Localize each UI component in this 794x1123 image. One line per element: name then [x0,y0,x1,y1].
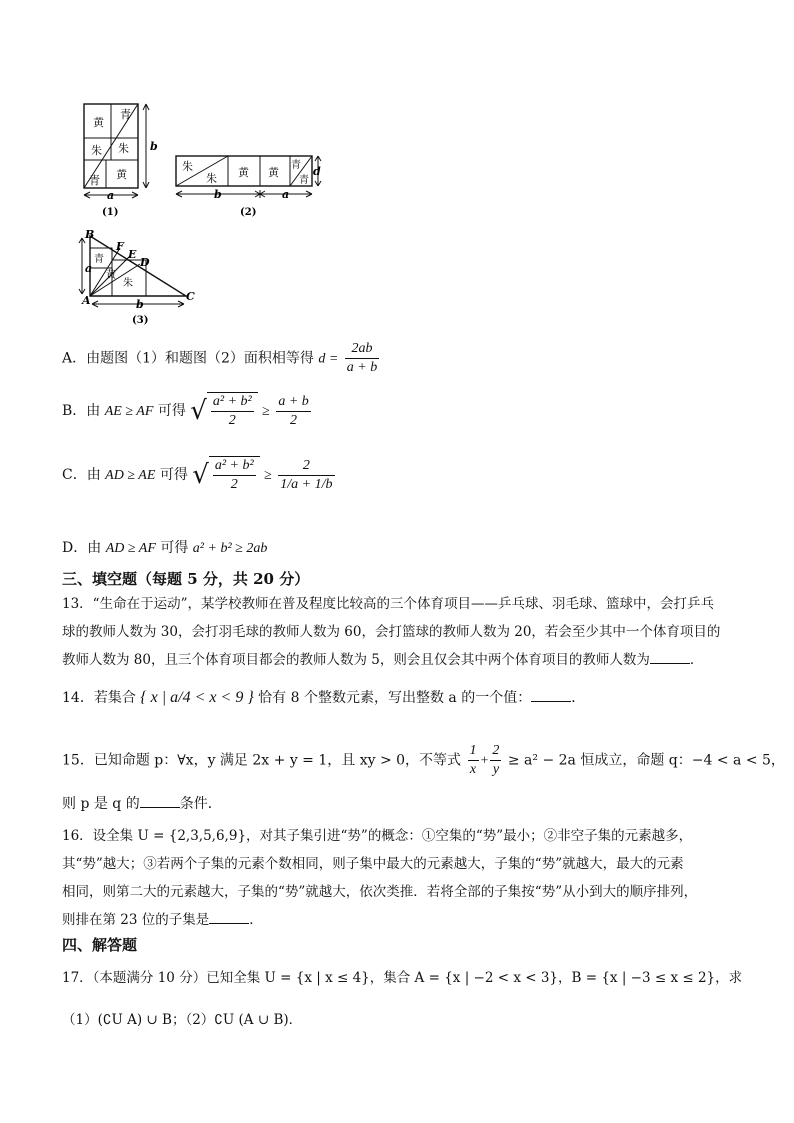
q15-line-2: 则 p 是 q 的 条件． [62,790,222,818]
option-c [62,456,337,494]
option-c-sqrt-fraction [213,457,256,494]
fig1-label: 朱 [118,142,129,155]
fig1-label: 青 [89,174,100,187]
q14-prefix: 14．若集合 [62,690,136,706]
fig3-label: 青 [94,254,104,265]
question-13 [62,590,720,674]
q16-line: 相同，则第二大的元素越大，子集的“势”就越大，依次类推．若将全部的子集按“势”从小到大的顺序排列， [62,884,698,900]
q15-text: 15．已知命题 p：∀x，y 满足 2x + y = 1，且 xy > 0，不等式 [62,752,462,769]
option-a-fraction [345,340,379,377]
q15-fraction-1: $\frac{1}{x}$ [469,743,477,777]
fig1-side-b: b [150,140,158,153]
fig3-label: 黄 [106,270,116,281]
option-b-sq-den: 2 [228,413,236,428]
fig3-side-a: a [85,262,93,275]
figure-3 [78,228,198,328]
sqrt-symbol: √ [190,396,207,426]
option-c-fraction [278,457,334,494]
fig2-label: 青 [299,175,309,186]
option-c-den: 1/a + 1/b [280,476,333,492]
section-3-title: 三、填空题（每题 5 分，共 20 分） [62,570,310,588]
option-b-text: B．由 [62,403,101,419]
figure-2 [172,152,328,220]
q13-line: 球的教师人数为 30，会打羽毛球的教师人数为 60，会打篮球的教师人数为 20，若会至少其中一个体育项目的 [62,624,721,640]
option-a-num: 2ab [345,340,379,359]
fig2-side-a: a [282,188,290,201]
option-d-result: a² + b² ≥ 2ab [192,541,268,556]
fig1-label: 朱 [91,144,102,157]
fig2-side-b: b [214,188,222,201]
option-b-relation: ≥ [262,404,270,419]
option-b-fraction [276,393,310,430]
q14-suffix: 恰有 8 个整数元素，写出整数 a 的一个值： [258,690,532,706]
fig1-caption: (1) [102,207,119,218]
option-d-text: D．由 [62,540,102,556]
option-b-num: a + b [276,393,310,412]
q16-line: 16．设全集 U = {2,3,5,6,9}，对其子集引进“势”的概念：①空集的“势”最小；②非空子集的元素越多， [62,828,693,844]
option-d-condition: AD ≥ AF [105,541,156,556]
question-14 [62,684,585,712]
q15-fraction-2: $\frac{2}{y}$ [492,743,500,777]
option-c-condition: AD ≥ AE [105,468,156,483]
fig2-caption: (2) [240,207,257,218]
option-b-mid: 可得 [157,403,186,419]
fig3-side-b: b [136,298,144,311]
option-c-relation: ≥ [264,468,272,483]
fig3-point: E [128,248,137,261]
section-4-title: 四、解答题 [62,936,138,954]
fig2-side-d: d [313,165,321,178]
q13-line: 13．“生命在于运动”，某学校教师在普及程度比较高的三个体育项目——乒乓球、羽毛球、篮球中，会打乒乓 [62,596,714,612]
fig2-label: 青 [291,160,301,171]
answer-blank [650,649,690,664]
fig2-label: 朱 [206,172,217,185]
option-a [62,340,381,377]
q16-line: 其“势”越大；③若两个子集的元素个数相同，则子集中最大的元素越大，子集的“势”就越大，最大的元素 [62,856,684,872]
fig1-label: 青 [120,108,131,121]
figure-1 [76,98,166,222]
option-a-den: a + b [346,360,378,375]
fig1-label: 黄 [93,116,104,129]
option-d [62,534,267,563]
q15-text-2: ≥ a² − 2a 恒成立，命题 q：−4 < a < 5， [507,752,785,769]
question-15 [62,742,785,779]
answer-blank [140,793,180,808]
fig3-label: 朱 [123,278,133,289]
q14-end: ． [571,690,586,706]
question-16 [62,822,697,934]
option-a-text: A．由题图（1）和题图（2）面积相等得 [62,350,314,367]
fig3-point: F [116,240,124,253]
fig2-label: 朱 [182,160,193,173]
option-b-sq-num: a² + b² [211,393,254,412]
fig3-point: D [140,256,150,269]
q15-plus: + [480,753,489,769]
answer-blank [531,687,571,702]
fig3-point: C [186,290,195,303]
q17-line: （1）(∁U A) ∪ B；（2）∁U (A ∪ B)． [62,1012,303,1028]
question-17 [62,964,742,1034]
answer-blank [209,909,249,924]
option-b-sqrt-fraction [211,393,254,430]
sqrt-symbol: √ [192,460,209,490]
fig3-caption: (3) [132,315,149,326]
fig2-label: 黄 [238,166,249,179]
option-c-num: 2 [278,457,334,476]
q17-line: 17．（本题满分 10 分）已知全集 U = {x | x ≤ 4}，集合 A = {x | −2 < x < 3}，B = {x | −3 ≤ x ≤ 2}，求 [62,970,743,986]
fig1-side-a: a [107,189,115,202]
option-d-mid: 可得 [160,540,189,556]
option-c-mid: 可得 [159,467,188,483]
option-c-sq-num: a² + b² [213,457,256,476]
q13-line-3: 教师人数为 80，且三个体育项目都会的教师人数为 5，则会且仅会其中两个体育项目的教师人数为 ． [62,646,720,674]
q16-line-4: 则排在第 23 位的子集是 ． [62,906,697,934]
fig2-label: 黄 [268,166,279,179]
option-b-condition: AE ≥ AF [104,404,154,419]
fig3-point: B [85,228,95,241]
option-c-sq-den: 2 [230,477,238,492]
option-b [62,392,313,430]
fig3-point: A [82,294,91,307]
option-c-text: C．由 [62,467,101,483]
option-a-expr: d = [318,351,339,367]
fig1-label: 黄 [116,168,127,181]
q14-set: { x | a/4 < x < 9 } [140,689,254,706]
option-b-den: 2 [290,412,298,428]
